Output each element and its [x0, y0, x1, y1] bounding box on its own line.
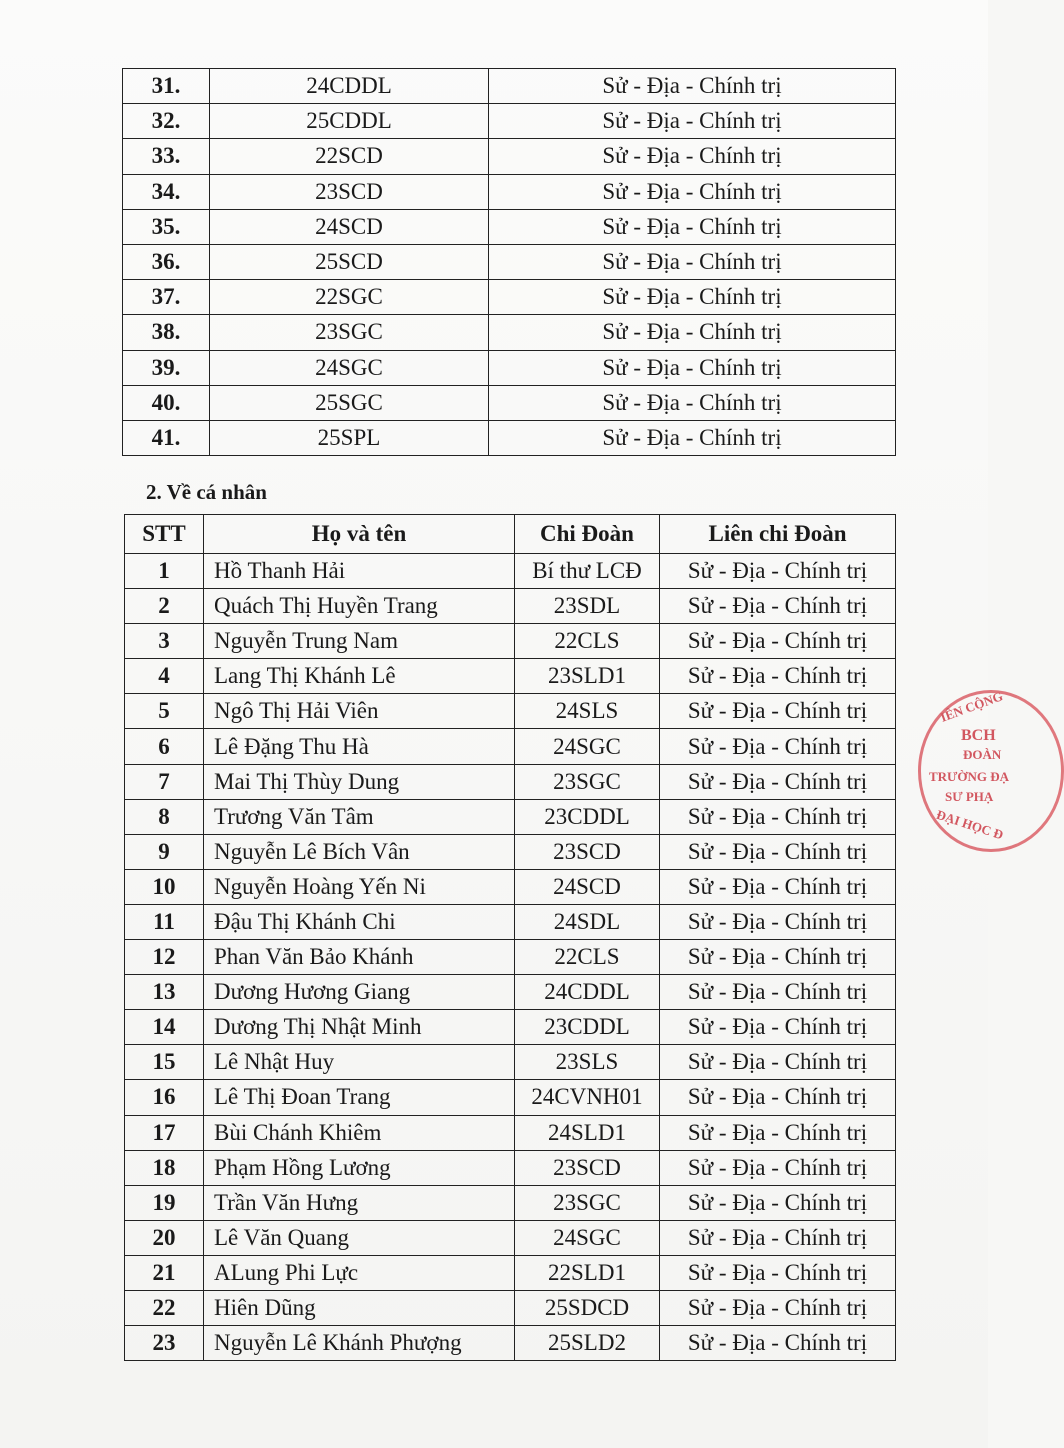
- individual-chi-doan: 24SLS: [515, 694, 660, 729]
- group-row-code: 25SCD: [210, 244, 489, 279]
- individual-chi-doan: 25SLD2: [515, 1326, 660, 1361]
- group-row: [123, 174, 896, 209]
- individual-row: [125, 1290, 896, 1325]
- individual-stt: 23: [125, 1326, 204, 1361]
- individual-stt: 5: [125, 694, 204, 729]
- individual-lien-chi-doan: Sử - Địa - Chính trị: [660, 869, 896, 904]
- individual-name: Nguyễn Trung Nam: [204, 624, 515, 659]
- individual-lien-chi-doan: Sử - Địa - Chính trị: [660, 834, 896, 869]
- individual-row: [125, 940, 896, 975]
- individual-row: [125, 799, 896, 834]
- stamp-text: IÊN CỘNG: [938, 688, 1005, 725]
- individual-lien-chi-doan: Sử - Địa - Chính trị: [660, 1115, 896, 1150]
- individual-chi-doan: 22SLD1: [515, 1255, 660, 1290]
- individual-row: [125, 589, 896, 624]
- individual-stt: 20: [125, 1220, 204, 1255]
- group-row-lien-chi-doan: Sử - Địa - Chính trị: [489, 174, 896, 209]
- individual-row: [125, 1045, 896, 1080]
- stamp-text: BCH: [961, 727, 996, 744]
- group-row: [123, 350, 896, 385]
- individual-chi-doan: 23SGC: [515, 764, 660, 799]
- individual-chi-doan: 24CVNH01: [515, 1080, 660, 1115]
- individual-row: [125, 624, 896, 659]
- header-lien-chi-doan: Liên chi Đoàn: [660, 515, 896, 554]
- individuals-table-header: [125, 515, 896, 554]
- individual-name: Ngô Thị Hải Viên: [204, 694, 515, 729]
- group-row-number: 33.: [123, 139, 210, 174]
- group-row: [123, 209, 896, 244]
- individual-lien-chi-doan: Sử - Địa - Chính trị: [660, 589, 896, 624]
- individual-chi-doan: 24SLD1: [515, 1115, 660, 1150]
- individual-chi-doan: 24SGC: [515, 1220, 660, 1255]
- individual-name: Hồ Thanh Hải: [204, 554, 515, 589]
- individual-chi-doan: 22CLS: [515, 940, 660, 975]
- individual-row: [125, 1185, 896, 1220]
- group-row: [123, 244, 896, 279]
- header-stt: STT: [125, 515, 204, 554]
- individual-stt: 10: [125, 869, 204, 904]
- stamp-text: ĐOÀN: [963, 747, 1002, 762]
- individual-stt: 15: [125, 1045, 204, 1080]
- individual-chi-doan: 24SDL: [515, 904, 660, 939]
- group-row: [123, 69, 896, 104]
- groups-table-body: [123, 69, 896, 456]
- group-row-number: 37.: [123, 280, 210, 315]
- individual-stt: 11: [125, 904, 204, 939]
- group-row-number: 38.: [123, 315, 210, 350]
- individual-name: Nguyễn Hoàng Yến Ni: [204, 869, 515, 904]
- group-row-code: 23SCD: [210, 174, 489, 209]
- group-row-number: 35.: [123, 209, 210, 244]
- individual-lien-chi-doan: Sử - Địa - Chính trị: [660, 659, 896, 694]
- individual-chi-doan: 23CDDL: [515, 1010, 660, 1045]
- individual-row: [125, 764, 896, 799]
- individual-lien-chi-doan: Sử - Địa - Chính trị: [660, 729, 896, 764]
- group-row-code: 25SGC: [210, 385, 489, 420]
- individual-lien-chi-doan: Sử - Địa - Chính trị: [660, 1045, 896, 1080]
- group-row-number: 40.: [123, 385, 210, 420]
- individual-chi-doan: 23SLS: [515, 1045, 660, 1080]
- individual-name: Dương Thị Nhật Minh: [204, 1010, 515, 1045]
- individual-lien-chi-doan: Sử - Địa - Chính trị: [660, 624, 896, 659]
- individual-stt: 1: [125, 554, 204, 589]
- individual-chi-doan: 24SGC: [515, 729, 660, 764]
- individual-lien-chi-doan: Sử - Địa - Chính trị: [660, 554, 896, 589]
- individual-lien-chi-doan: Sử - Địa - Chính trị: [660, 1290, 896, 1325]
- group-row: [123, 420, 896, 455]
- individual-chi-doan: 25SDCD: [515, 1290, 660, 1325]
- individual-lien-chi-doan: Sử - Địa - Chính trị: [660, 940, 896, 975]
- group-row-number: 36.: [123, 244, 210, 279]
- individual-row: [125, 659, 896, 694]
- individual-chi-doan: 23CDDL: [515, 799, 660, 834]
- individual-lien-chi-doan: Sử - Địa - Chính trị: [660, 764, 896, 799]
- group-row-number: 34.: [123, 174, 210, 209]
- group-row-code: 22SGC: [210, 280, 489, 315]
- individual-name: Dương Hương Giang: [204, 975, 515, 1010]
- individual-stt: 16: [125, 1080, 204, 1115]
- group-row-number: 39.: [123, 350, 210, 385]
- individual-lien-chi-doan: Sử - Địa - Chính trị: [660, 904, 896, 939]
- individual-row: [125, 834, 896, 869]
- stamp-text: SƯ PHẠ: [945, 789, 994, 804]
- group-row-code: 24CDDL: [210, 69, 489, 104]
- group-row-lien-chi-doan: Sử - Địa - Chính trị: [489, 420, 896, 455]
- individual-chi-doan: 23SLD1: [515, 659, 660, 694]
- individual-stt: 8: [125, 799, 204, 834]
- individual-stt: 21: [125, 1255, 204, 1290]
- group-row-lien-chi-doan: Sử - Địa - Chính trị: [489, 209, 896, 244]
- individual-name: Quách Thị Huyền Trang: [204, 589, 515, 624]
- individual-lien-chi-doan: Sử - Địa - Chính trị: [660, 1150, 896, 1185]
- group-row: [123, 385, 896, 420]
- individual-lien-chi-doan: Sử - Địa - Chính trị: [660, 1185, 896, 1220]
- individual-name: Lê Văn Quang: [204, 1220, 515, 1255]
- individual-row: [125, 975, 896, 1010]
- individual-row: [125, 694, 896, 729]
- individual-row: [125, 869, 896, 904]
- individual-name: Lê Đặng Thu Hà: [204, 729, 515, 764]
- individual-chi-doan: 23SCD: [515, 1150, 660, 1185]
- individual-row: [125, 1255, 896, 1290]
- red-seal-stamp: [918, 690, 1064, 852]
- individuals-table: [124, 514, 896, 1361]
- individual-stt: 17: [125, 1115, 204, 1150]
- group-row-lien-chi-doan: Sử - Địa - Chính trị: [489, 280, 896, 315]
- group-row-number: 32.: [123, 104, 210, 139]
- group-row-lien-chi-doan: Sử - Địa - Chính trị: [489, 104, 896, 139]
- groups-table: [122, 68, 896, 456]
- individual-lien-chi-doan: Sử - Địa - Chính trị: [660, 799, 896, 834]
- individual-name: Lang Thị Khánh Lê: [204, 659, 515, 694]
- individual-lien-chi-doan: Sử - Địa - Chính trị: [660, 1010, 896, 1045]
- individual-lien-chi-doan: Sử - Địa - Chính trị: [660, 1080, 896, 1115]
- group-row-code: 24SCD: [210, 209, 489, 244]
- individual-row: [125, 1115, 896, 1150]
- individual-chi-doan: 23SCD: [515, 834, 660, 869]
- individual-stt: 14: [125, 1010, 204, 1045]
- individual-chi-doan: 22CLS: [515, 624, 660, 659]
- individual-stt: 9: [125, 834, 204, 869]
- group-row-number: 31.: [123, 69, 210, 104]
- group-row-code: 22SCD: [210, 139, 489, 174]
- individual-lien-chi-doan: Sử - Địa - Chính trị: [660, 694, 896, 729]
- header-row: [125, 515, 896, 554]
- group-row-lien-chi-doan: Sử - Địa - Chính trị: [489, 244, 896, 279]
- group-row-lien-chi-doan: Sử - Địa - Chính trị: [489, 315, 896, 350]
- individual-name: ALung Phi Lực: [204, 1255, 515, 1290]
- individual-name: Mai Thị Thùy Dung: [204, 764, 515, 799]
- group-row-code: 25SPL: [210, 420, 489, 455]
- individual-name: Nguyễn Lê Bích Vân: [204, 834, 515, 869]
- individual-chi-doan: 23SGC: [515, 1185, 660, 1220]
- group-row-number: 41.: [123, 420, 210, 455]
- individual-lien-chi-doan: Sử - Địa - Chính trị: [660, 1326, 896, 1361]
- individual-name: Trần Văn Hưng: [204, 1185, 515, 1220]
- individual-row: [125, 1010, 896, 1045]
- group-row-code: 25CDDL: [210, 104, 489, 139]
- individual-name: Lê Nhật Huy: [204, 1045, 515, 1080]
- individual-name: Bùi Chánh Khiêm: [204, 1115, 515, 1150]
- group-row-lien-chi-doan: Sử - Địa - Chính trị: [489, 69, 896, 104]
- group-row-lien-chi-doan: Sử - Địa - Chính trị: [489, 139, 896, 174]
- individual-lien-chi-doan: Sử - Địa - Chính trị: [660, 975, 896, 1010]
- individual-stt: 12: [125, 940, 204, 975]
- individual-chi-doan: 23SDL: [515, 589, 660, 624]
- section-heading: 2. Về cá nhân: [146, 480, 267, 504]
- group-row-code: 23SGC: [210, 315, 489, 350]
- individual-row: [125, 1220, 896, 1255]
- individual-name: Đậu Thị Khánh Chi: [204, 904, 515, 939]
- individual-row: [125, 1326, 896, 1361]
- individual-row: [125, 1080, 896, 1115]
- individual-lien-chi-doan: Sử - Địa - Chính trị: [660, 1220, 896, 1255]
- group-row: [123, 104, 896, 139]
- individual-name: Nguyễn Lê Khánh Phượng: [204, 1326, 515, 1361]
- individual-stt: 2: [125, 589, 204, 624]
- individual-stt: 19: [125, 1185, 204, 1220]
- individual-row: [125, 554, 896, 589]
- group-row: [123, 315, 896, 350]
- individual-stt: 22: [125, 1290, 204, 1325]
- individual-name: Phạm Hồng Lương: [204, 1150, 515, 1185]
- individual-lien-chi-doan: Sử - Địa - Chính trị: [660, 1255, 896, 1290]
- individual-stt: 4: [125, 659, 204, 694]
- group-row-lien-chi-doan: Sử - Địa - Chính trị: [489, 385, 896, 420]
- individual-chi-doan: 24CDDL: [515, 975, 660, 1010]
- individual-name: Lê Thị Đoan Trang: [204, 1080, 515, 1115]
- individual-stt: 18: [125, 1150, 204, 1185]
- individual-row: [125, 904, 896, 939]
- individual-stt: 13: [125, 975, 204, 1010]
- individual-stt: 3: [125, 624, 204, 659]
- header-name: Họ và tên: [204, 515, 515, 554]
- header-chi-doan: Chi Đoàn: [515, 515, 660, 554]
- individual-chi-doan: 24SCD: [515, 869, 660, 904]
- individual-stt: 6: [125, 729, 204, 764]
- individual-name: Trương Văn Tâm: [204, 799, 515, 834]
- group-row-code: 24SGC: [210, 350, 489, 385]
- group-row: [123, 280, 896, 315]
- individual-name: Phan Văn Bảo Khánh: [204, 940, 515, 975]
- stamp-text: TRƯỜNG ĐẠ: [929, 769, 1010, 784]
- individual-row: [125, 1150, 896, 1185]
- individual-stt: 7: [125, 764, 204, 799]
- individual-name: Hiên Dũng: [204, 1290, 515, 1325]
- group-row: [123, 139, 896, 174]
- group-row-lien-chi-doan: Sử - Địa - Chính trị: [489, 350, 896, 385]
- individual-row: [125, 729, 896, 764]
- stamp-text: ĐẠI HỌC Đ: [934, 806, 1006, 843]
- individual-chi-doan: Bí thư LCĐ: [515, 554, 660, 589]
- individuals-table-body: [125, 554, 896, 1361]
